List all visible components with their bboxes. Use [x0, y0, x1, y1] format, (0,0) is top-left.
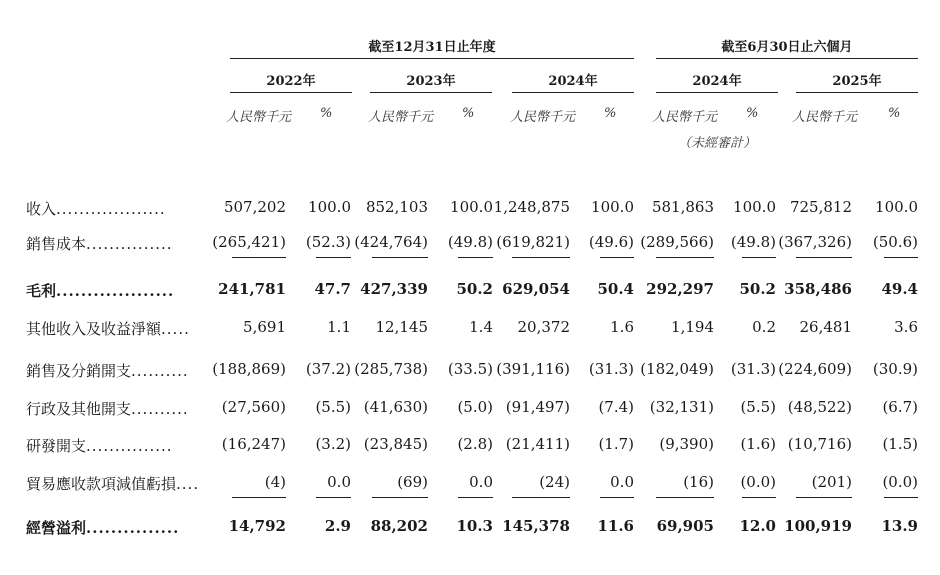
subtotal-rule — [372, 497, 428, 498]
leader-dots: ................... — [56, 200, 166, 218]
cell-value: (289,566) — [640, 233, 714, 251]
subtotal-rule — [796, 257, 852, 258]
row-label-text: 貿易應收款項減值虧損 — [26, 475, 177, 493]
cell-value: (3.2) — [315, 435, 351, 453]
cell-value: 26,481 — [799, 318, 852, 336]
subtotal-rule — [742, 497, 776, 498]
cell-value: (21,411) — [505, 435, 570, 453]
row-label-text: 其他收入及收益淨額 — [26, 320, 162, 338]
cell-value: (224,609) — [778, 360, 852, 378]
cell-value: (41,630) — [363, 398, 428, 416]
cell-value: (5.0) — [457, 398, 493, 416]
cell-value: (33.5) — [447, 360, 493, 378]
cell-value: 13.9 — [881, 517, 918, 535]
rule-year-2023 — [370, 92, 492, 93]
leader-dots: ..... — [161, 320, 190, 338]
cell-value: (5.5) — [740, 398, 776, 416]
cell-value: (391,116) — [496, 360, 570, 378]
cell-value: (24) — [539, 473, 570, 491]
header-year-2023: 2023年 — [406, 74, 456, 89]
cell-value: 629,054 — [502, 280, 570, 298]
cell-value: (188,869) — [212, 360, 286, 378]
cell-value: (50.6) — [872, 233, 918, 251]
cell-value: 49.4 — [881, 280, 918, 298]
cell-value: (2.8) — [457, 435, 493, 453]
header-half-2025: 2025年 — [832, 74, 882, 89]
cell-value: 100,919 — [784, 517, 852, 535]
leader-dots: ............... — [86, 437, 173, 455]
subtotal-rule — [742, 257, 776, 258]
row-label — [26, 360, 189, 381]
cell-value: (37.2) — [305, 360, 351, 378]
cell-value: 852,103 — [365, 198, 428, 216]
cell-value: (23,845) — [363, 435, 428, 453]
rule-group-year — [230, 58, 634, 59]
leader-dots: ............... — [86, 235, 173, 253]
row-label-text: 經營溢利 — [26, 519, 87, 537]
cell-value: 11.6 — [597, 517, 634, 535]
row-label-text: 毛利 — [26, 282, 57, 300]
unit-rmb-2023: 人民幣千元 — [368, 110, 434, 125]
cell-value: (49.8) — [447, 233, 493, 251]
row-label — [26, 435, 173, 456]
cell-value: 1,194 — [671, 318, 714, 336]
cell-value: 1.4 — [469, 318, 493, 336]
rule-group-half — [656, 58, 918, 59]
cell-value: 12.0 — [739, 517, 776, 535]
cell-value: (16,247) — [221, 435, 286, 453]
rule-half-2025 — [796, 92, 918, 93]
header-group-year: 截至12月31日止年度 — [368, 40, 496, 55]
cell-value: (367,326) — [778, 233, 852, 251]
cell-value: 12,145 — [375, 318, 428, 336]
cell-value: 0.0 — [469, 473, 493, 491]
cell-value: (69) — [397, 473, 428, 491]
cell-value: 0.0 — [610, 473, 634, 491]
cell-value: (182,049) — [640, 360, 714, 378]
cell-value: 725,812 — [789, 198, 852, 216]
subtotal-rule — [372, 257, 428, 258]
cell-value: (49.8) — [730, 233, 776, 251]
cell-value: (48,522) — [787, 398, 852, 416]
cell-value: (27,560) — [221, 398, 286, 416]
cell-value: (30.9) — [872, 360, 918, 378]
row-label — [26, 318, 190, 339]
cell-value: 50.2 — [739, 280, 776, 298]
leader-dots: ................... — [56, 282, 175, 300]
cell-value: (0.0) — [740, 473, 776, 491]
leader-dots: .... — [176, 475, 200, 493]
row-label — [26, 280, 174, 301]
cell-value: 507,202 — [223, 198, 286, 216]
cell-value: 47.7 — [314, 280, 351, 298]
cell-value: (619,821) — [496, 233, 570, 251]
cell-value: 100.0 — [450, 198, 493, 216]
cell-value: (1.6) — [740, 435, 776, 453]
subtotal-rule — [458, 257, 493, 258]
unit-unaudited: （未經審計） — [678, 136, 757, 151]
cell-value: 0.2 — [752, 318, 776, 336]
cell-value: (52.3) — [305, 233, 351, 251]
cell-value: 100.0 — [308, 198, 351, 216]
cell-value: (91,497) — [505, 398, 570, 416]
cell-value: 358,486 — [784, 280, 852, 298]
unit-pct-2024: % — [604, 106, 617, 121]
cell-value: 3.6 — [894, 318, 918, 336]
subtotal-rule — [656, 257, 714, 258]
unit-rmb-h2024: 人民幣千元 — [652, 110, 718, 125]
cell-value: (9,390) — [659, 435, 714, 453]
row-label-text: 收入 — [26, 200, 57, 218]
subtotal-rule — [656, 497, 714, 498]
leader-dots: .......... — [131, 362, 189, 380]
leader-dots: ............... — [86, 519, 180, 537]
subtotal-rule — [512, 497, 570, 498]
subtotal-rule — [232, 497, 286, 498]
row-label — [26, 473, 199, 494]
cell-value: 50.4 — [597, 280, 634, 298]
cell-value: 292,297 — [646, 280, 714, 298]
subtotal-rule — [796, 497, 852, 498]
header-half-2024: 2024年 — [692, 74, 742, 89]
cell-value: (5.5) — [315, 398, 351, 416]
cell-value: (1.7) — [598, 435, 634, 453]
row-label-text: 銷售及分銷開支 — [26, 362, 132, 380]
cell-value: 145,378 — [502, 517, 570, 535]
row-label — [26, 517, 179, 538]
cell-value: 69,905 — [656, 517, 714, 535]
unit-pct-2023: % — [462, 106, 475, 121]
subtotal-rule — [600, 257, 634, 258]
unit-pct-2022: % — [320, 106, 333, 121]
subtotal-rule — [884, 257, 918, 258]
cell-value: (31.3) — [730, 360, 776, 378]
cell-value: (6.7) — [882, 398, 918, 416]
row-label — [26, 398, 189, 419]
row-label-text: 銷售成本 — [26, 235, 87, 253]
cell-value: 581,863 — [651, 198, 714, 216]
cell-value: 0.0 — [327, 473, 351, 491]
cell-value: 10.3 — [456, 517, 493, 535]
subtotal-rule — [512, 257, 570, 258]
header-group-half: 截至6月30日止六個月 — [721, 40, 853, 55]
cell-value: 1.6 — [610, 318, 634, 336]
unit-rmb-h2025: 人民幣千元 — [792, 110, 858, 125]
rule-half-2024 — [656, 92, 778, 93]
rule-year-2022 — [230, 92, 352, 93]
cell-value: 2.9 — [324, 517, 351, 535]
rule-year-2024 — [512, 92, 634, 93]
row-label — [26, 198, 166, 219]
cell-value: 88,202 — [370, 517, 428, 535]
cell-value: (31.3) — [588, 360, 634, 378]
subtotal-rule — [884, 497, 918, 498]
row-label-text: 研發開支 — [26, 437, 87, 455]
cell-value: 427,339 — [360, 280, 428, 298]
cell-value: (16) — [683, 473, 714, 491]
unit-rmb-2024: 人民幣千元 — [510, 110, 576, 125]
subtotal-rule — [232, 257, 286, 258]
header-year-2024: 2024年 — [548, 74, 598, 89]
cell-value: 241,781 — [218, 280, 286, 298]
cell-value: 100.0 — [875, 198, 918, 216]
cell-value: 1,248,875 — [493, 198, 570, 216]
cell-value: 100.0 — [733, 198, 776, 216]
cell-value: (201) — [811, 473, 852, 491]
unit-rmb-2022: 人民幣千元 — [226, 110, 292, 125]
header-year-2022: 2022年 — [266, 74, 316, 89]
cell-value: 1.1 — [327, 318, 351, 336]
cell-value: (10,716) — [787, 435, 852, 453]
unit-pct-h2025: % — [888, 106, 901, 121]
cell-value: (32,131) — [649, 398, 714, 416]
unit-pct-h2024: % — [746, 106, 759, 121]
cell-value: 14,792 — [228, 517, 286, 535]
cell-value: (1.5) — [882, 435, 918, 453]
cell-value: (4) — [264, 473, 286, 491]
cell-value: 100.0 — [591, 198, 634, 216]
cell-value: (49.6) — [588, 233, 634, 251]
subtotal-rule — [458, 497, 493, 498]
row-label — [26, 233, 173, 254]
cell-value: (0.0) — [882, 473, 918, 491]
cell-value: (424,764) — [354, 233, 428, 251]
subtotal-rule — [316, 497, 351, 498]
leader-dots: .......... — [131, 400, 189, 418]
row-label-text: 行政及其他開支 — [26, 400, 132, 418]
cell-value: 50.2 — [456, 280, 493, 298]
cell-value: (285,738) — [354, 360, 428, 378]
cell-value: (7.4) — [598, 398, 634, 416]
cell-value: 20,372 — [517, 318, 570, 336]
cell-value: 5,691 — [243, 318, 286, 336]
cell-value: (265,421) — [212, 233, 286, 251]
subtotal-rule — [600, 497, 634, 498]
subtotal-rule — [316, 257, 351, 258]
